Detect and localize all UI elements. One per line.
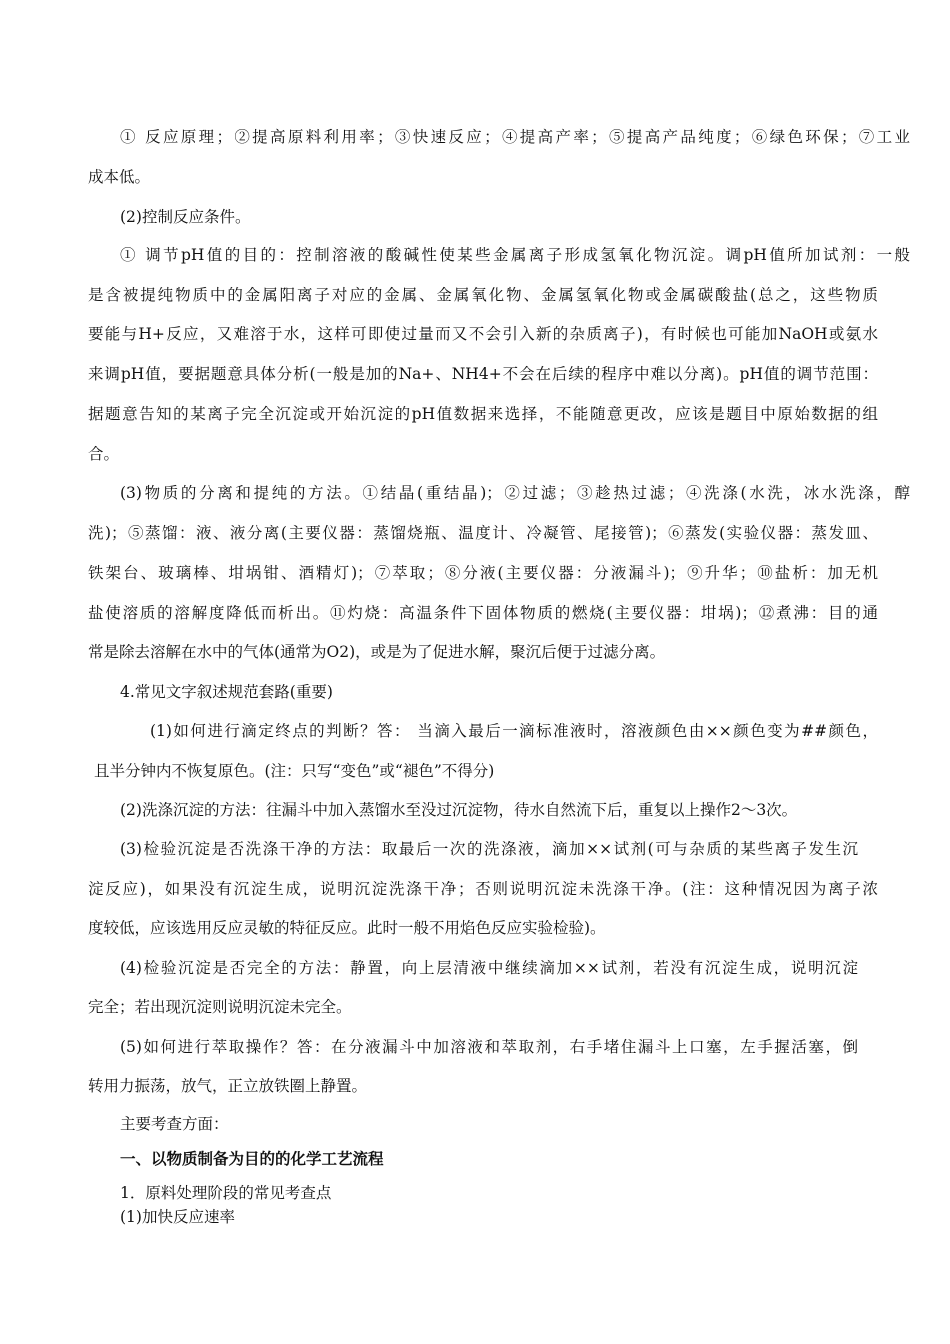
paragraph-line: 来调pH值，要据题意具体分析(一般是加的Na+、NH4+不会在后续的程序中难以分离)。pH值的调节范围： bbox=[88, 365, 878, 383]
paragraph-line: 据题意告知的某离子完全沉淀或开始沉淀的pH值数据来选择，不能随意更改，应该是题目中原始数据的组 bbox=[88, 405, 878, 423]
section-heading: 4.常见文字叙述规范套路(重要) bbox=[120, 683, 333, 701]
paragraph-line: (3)检验沉淀是否洗涤干净的方法：取最后一次的洗涤液，滴加××试剂(可与杂质的某些离子发生沉 bbox=[120, 840, 858, 858]
paragraph-line: ① 调节pH值的目的：控制溶液的酸碱性使某些金属离子形成氢氧化物沉淀。调pH值所加试剂：一般 bbox=[120, 246, 910, 264]
paragraph-line: (2)控制反应条件。 bbox=[120, 208, 251, 226]
paragraph-line: 且半分钟内不恢复原色。(注：只写“变色”或“褪色”不得分) bbox=[94, 762, 495, 780]
paragraph-line: 主要考查方面： bbox=[120, 1115, 229, 1133]
paragraph-line: 铁架台、玻璃棒、坩埚钳、酒精灯)；⑦萃取；⑧分液(主要仪器：分液漏斗)；⑨升华；⑩盐析：加无机 bbox=[88, 564, 878, 582]
paragraph-line: 完全；若出现沉淀则说明沉淀未完全。 bbox=[88, 998, 352, 1016]
paragraph-line: 要能与H+反应，又难溶于水，这样可即使过量而又不会引入新的杂质离子)，有时候也可能加NaOH或氨水 bbox=[88, 325, 878, 343]
paragraph-line: 是含被提纯物质中的金属阳离子对应的金属、金属氧化物、金属氢氧化物或金属碳酸盐(总之，这些物质 bbox=[88, 286, 878, 304]
paragraph-line: 淀反应)，如果没有沉淀生成，说明沉淀洗涤干净；否则说明沉淀未洗涤干净。(注：这种情况因为离子浓 bbox=[88, 880, 878, 898]
paragraph-line: 盐使溶质的溶解度降低而析出。⑪灼烧：高温条件下固体物质的燃烧(主要仪器：坩埚)；⑫煮沸：目的通 bbox=[88, 604, 878, 622]
section-heading-bold: 一、以物质制备为目的的化学工艺流程 bbox=[120, 1149, 384, 1168]
paragraph-line: (5)如何进行萃取操作？答：在分液漏斗中加溶液和萃取剂，右手堵住漏斗上口塞，左手握活塞，倒 bbox=[120, 1038, 858, 1056]
paragraph-line: 合。 bbox=[88, 445, 120, 463]
paragraph-line: 常是除去溶解在水中的气体(通常为O2)，或是为了促进水解，聚沉后便于过滤分离。 bbox=[88, 643, 666, 661]
subsection-item: (1)加快反应速率 bbox=[120, 1208, 235, 1226]
paragraph-line: 度较低，应该选用反应灵敏的特征反应。此时一般不用焰色反应实验检验)。 bbox=[88, 919, 606, 937]
paragraph-line: (2)洗涤沉淀的方法：往漏斗中加入蒸馏水至没过沉淀物，待水自然流下后，重复以上操作2～3次。 bbox=[120, 801, 798, 819]
paragraph-line: ① 反应原理；②提高原料利用率；③快速反应；④提高产率；⑤提高产品纯度；⑥绿色环保；⑦工业 bbox=[120, 128, 910, 146]
paragraph-line: 洗)；⑤蒸馏：液、液分离(主要仪器：蒸馏烧瓶、温度计、冷凝管、尾接管)；⑥蒸发(实验仪器：蒸发皿、 bbox=[88, 524, 878, 542]
paragraph-line: 成本低。 bbox=[88, 168, 151, 186]
paragraph-line: 转用力振荡，放气，正立放铁圈上静置。 bbox=[88, 1077, 368, 1095]
paragraph-line: (1)如何进行滴定终点的判断？答： 当滴入最后一滴标准液时，溶液颜色由××颜色变为##颜色， bbox=[150, 722, 878, 740]
paragraph-line: (4)检验沉淀是否完全的方法：静置，向上层清液中继续滴加××试剂，若没有沉淀生成，说明沉淀 bbox=[120, 959, 858, 977]
subsection-heading: 1．原料处理阶段的常见考查点 bbox=[120, 1184, 332, 1202]
paragraph-line: (3)物质的分离和提纯的方法。①结晶(重结晶)；②过滤；③趁热过滤；④洗涤(水洗，冰水洗涤，醇 bbox=[120, 484, 910, 502]
